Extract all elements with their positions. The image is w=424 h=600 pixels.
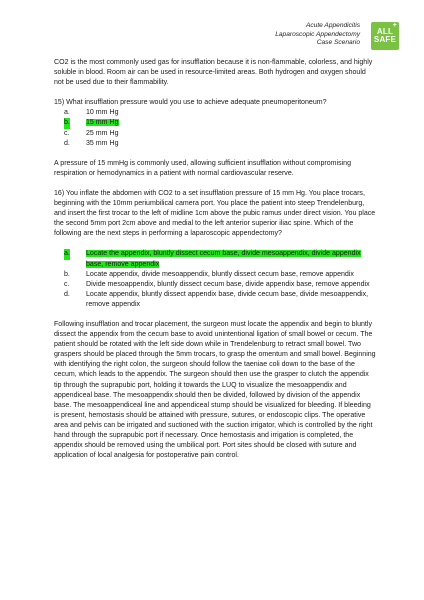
q15-option-b [64,118,376,128]
option-text: 25 mm Hg [86,129,119,137]
option-letter: d. [64,139,70,147]
q16-option-a [64,249,376,269]
allsafe-logo [371,22,399,50]
option-letter-highlighted: b. [64,118,70,128]
option-letter-highlighted: a. [64,249,70,259]
option-text: Locate appendix, bluntly dissect appendix base, divide cecum base, divide mesoappendix, remove appendix [86,290,369,308]
option-letter: b. [64,270,70,278]
option-text-highlighted: 15 mm Hg [86,119,119,127]
q16-option-b [64,270,376,280]
logo-line-2: SAFE [373,35,397,45]
question-16: 16) You inflate the abdomen with CO2 to a set insufflation pressure of 15 mm Hg. You place trocars, beginning with the 10mm periumbilical camera port. You place the patient into steep Trendelenburg, and insert the first trocar to the left of midline 1cm above the pubic ramus under direct vision. You place the second 5mm port 2cm above and medial to the left anterior superior iliac spine. Which of the following are the next steps in performing a laparoscopic appendectomy? [54,189,376,238]
logo-plus-icon: + [392,22,397,29]
q16-option-d [64,290,376,310]
q15-option-d [64,139,376,149]
page-header [275,22,360,48]
q15-option-a [64,108,376,118]
option-letter: c. [64,129,70,137]
option-text: Divide mesoappendix, bluntly dissect cecum base, divide appendix base, remove appendix [86,280,370,288]
question-16-explanation: Following insufflation and trocar placement, the surgeon must locate the appendix and begin to bluntly dissect the appendix from the cecum base to avoid unintentional ligation of small bowel or cecum. The patient should be rotated with the left side down while in Trendelenburg to retract small bowel. Two graspers should be placed through the 5mm trocars, to grasp the omentum and small bowel. Beginning with identifying the right colon, the surgeon should follow the taeniae coli down to the base of the cecum, which leads to the appendix. The surgeon should then use the grasper to clutch the appendix tip through the suprapubic port, holding it towards the LUQ to visualize the mesoappendix and appendiceal base. The mesoappendix should then be divided, followed by division of the appendix base. The mesoappendiceal line and appendiceal stump should be visualized for bleeding. If bleeding is present, hemostasis should be attained with pressure, sutures, or endoscopic clips. The operative area and pelvis can be irrigated and suctioned with the suction irrigator, which is controlled by the right hand through the suprapubic port if necessary. Once hemostasis and irrigation is completed, the appendix should be removed using the umbilical port. Port sites should be closed with suture and application of local analgesia for postoperative pain control. [54,320,376,460]
question-15-explanation: A pressure of 15 mmHg is commonly used, allowing sufficient insufflation without compromising respiration or hemodynamics in a patient with normal cardiovascular reserve. [54,159,352,177]
header-line-type: Case Scenario [316,39,360,47]
option-text-highlighted: Locate the appendix, bluntly dissect cecum base, divide mesoappendix, divide appendix base, remove appendix [86,250,361,268]
option-text: Locate appendix, divide mesoappendix, bluntly dissect cecum base, remove appendix [86,270,354,278]
option-letter: d. [64,290,70,298]
option-text: 35 mm Hg [86,139,119,147]
document-body [54,58,376,461]
logo-line-1: ALL [376,27,394,36]
option-text: 10 mm Hg [86,109,119,117]
header-line-topic: Acute Appendicitis [305,22,360,29]
option-letter: a. [64,109,70,117]
header-line-procedure: Laparoscopic Appendectomy [275,30,360,38]
q16-option-c [64,280,376,290]
option-letter: c. [64,280,70,288]
question-16-options [54,249,376,310]
q15-option-c [64,129,376,139]
question-15-options [54,108,376,148]
co2-paragraph: CO2 is the most commonly used gas for insufflation because it is non-flammable, colorless, and highly soluble in blood. Room air can be used in resource-limited areas. Both hydrogen and oxygen should not be used due to their flammability. [54,59,373,87]
question-15: 15) What insufflation pressure would you use to achieve adequate pneumoperitoneum? [54,99,327,107]
